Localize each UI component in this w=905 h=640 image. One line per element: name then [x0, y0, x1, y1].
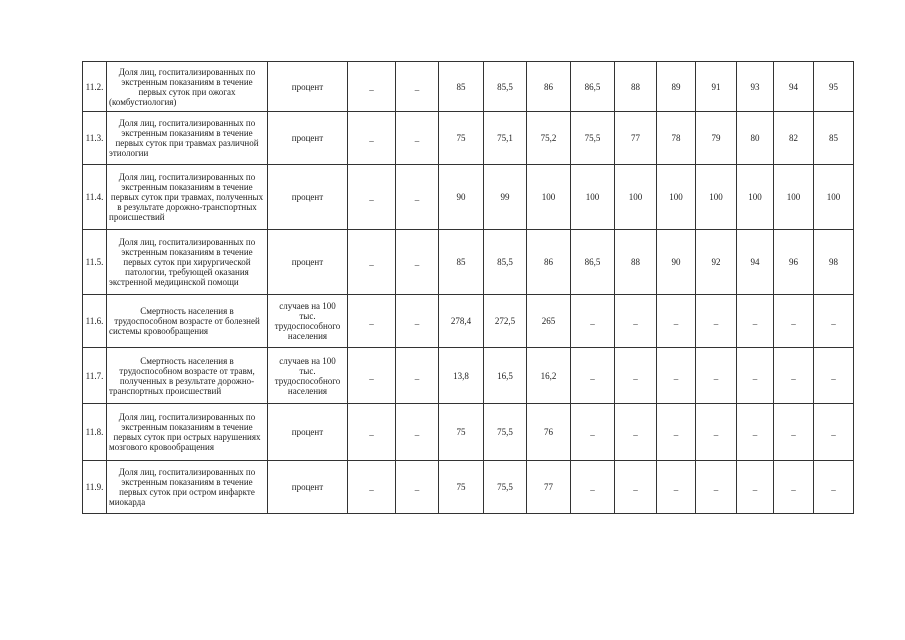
value-cell: _ [657, 348, 696, 404]
value-cell: 272,5 [484, 295, 527, 348]
value-cell: _ [396, 461, 439, 514]
table-row [83, 295, 854, 348]
indicator-name: Смертность населения в трудоспособном возрасте от болезней системы кровообращения [107, 295, 268, 348]
table-row [83, 165, 854, 230]
value-cell: 88 [615, 62, 657, 112]
indicator-name: Доля лиц, госпитализированных по экстренным показаниям в течение первых суток при остром инфаркте миокарда [107, 461, 268, 514]
value-cell: 75,2 [527, 112, 571, 165]
value-cell: 88 [615, 230, 657, 295]
value-cell: 78 [657, 112, 696, 165]
value-cell: 265 [527, 295, 571, 348]
value-cell: _ [348, 404, 396, 461]
value-cell: 76 [527, 404, 571, 461]
value-cell: 75,5 [484, 404, 527, 461]
row-number: 11.9. [83, 461, 107, 514]
value-cell: 93 [737, 62, 774, 112]
value-cell: _ [571, 404, 615, 461]
value-cell: _ [348, 461, 396, 514]
value-cell: 85 [439, 62, 484, 112]
unit-cell: случаев на 100 тыс. трудоспособного населения [268, 348, 348, 404]
value-cell: _ [396, 295, 439, 348]
value-cell: 77 [527, 461, 571, 514]
value-cell: _ [657, 461, 696, 514]
value-cell: _ [814, 348, 854, 404]
value-cell: 16,5 [484, 348, 527, 404]
value-cell: _ [571, 348, 615, 404]
value-cell: 75 [439, 461, 484, 514]
value-cell: 98 [814, 230, 854, 295]
value-cell: _ [814, 295, 854, 348]
value-cell: 77 [615, 112, 657, 165]
value-cell: _ [348, 112, 396, 165]
value-cell: _ [774, 295, 814, 348]
value-cell: _ [615, 404, 657, 461]
value-cell: 86 [527, 230, 571, 295]
indicators-table [82, 61, 854, 514]
value-cell: 99 [484, 165, 527, 230]
value-cell: 82 [774, 112, 814, 165]
table-row [83, 348, 854, 404]
value-cell: 13,8 [439, 348, 484, 404]
value-cell: 86 [527, 62, 571, 112]
value-cell: _ [774, 461, 814, 514]
value-cell: _ [348, 295, 396, 348]
value-cell: 100 [571, 165, 615, 230]
value-cell: _ [615, 348, 657, 404]
value-cell: 85,5 [484, 230, 527, 295]
value-cell: 100 [527, 165, 571, 230]
row-number: 11.7. [83, 348, 107, 404]
indicator-name: Доля лиц, госпитализированных по экстренным показаниям в течение первых суток при хирургической патологии, требующей оказания экстренной медицинской помощи [107, 230, 268, 295]
unit-cell: процент [268, 404, 348, 461]
value-cell: 75,5 [571, 112, 615, 165]
value-cell: _ [396, 112, 439, 165]
value-cell: _ [696, 461, 737, 514]
value-cell: _ [396, 62, 439, 112]
value-cell: 100 [737, 165, 774, 230]
row-number: 11.8. [83, 404, 107, 461]
row-number: 11.4. [83, 165, 107, 230]
value-cell: 85 [439, 230, 484, 295]
value-cell: 75,5 [484, 461, 527, 514]
value-cell: 80 [737, 112, 774, 165]
value-cell: 91 [696, 62, 737, 112]
value-cell: 85,5 [484, 62, 527, 112]
value-cell: 16,2 [527, 348, 571, 404]
value-cell: 86,5 [571, 62, 615, 112]
value-cell: 100 [774, 165, 814, 230]
value-cell: 90 [439, 165, 484, 230]
table-row [83, 404, 854, 461]
unit-cell: процент [268, 112, 348, 165]
value-cell: _ [774, 348, 814, 404]
value-cell: 75 [439, 404, 484, 461]
value-cell: 75,1 [484, 112, 527, 165]
indicator-name: Доля лиц, госпитализированных по экстренным показаниям в течение первых суток при ожогах (комбустиология) [107, 62, 268, 112]
unit-cell: процент [268, 230, 348, 295]
value-cell: _ [696, 348, 737, 404]
value-cell: 94 [774, 62, 814, 112]
value-cell: 79 [696, 112, 737, 165]
value-cell: _ [737, 404, 774, 461]
value-cell: 95 [814, 62, 854, 112]
value-cell: 100 [615, 165, 657, 230]
unit-cell: процент [268, 165, 348, 230]
value-cell: 100 [696, 165, 737, 230]
value-cell: _ [696, 295, 737, 348]
value-cell: _ [348, 230, 396, 295]
table-row [83, 62, 854, 112]
value-cell: _ [737, 461, 774, 514]
value-cell: _ [814, 404, 854, 461]
row-number: 11.6. [83, 295, 107, 348]
unit-cell: случаев на 100 тыс. трудоспособного населения [268, 295, 348, 348]
value-cell: 94 [737, 230, 774, 295]
value-cell: _ [348, 62, 396, 112]
value-cell: 92 [696, 230, 737, 295]
value-cell: _ [615, 295, 657, 348]
value-cell: _ [657, 295, 696, 348]
value-cell: _ [737, 348, 774, 404]
value-cell: _ [348, 348, 396, 404]
value-cell: 75 [439, 112, 484, 165]
unit-cell: процент [268, 62, 348, 112]
value-cell: 100 [814, 165, 854, 230]
row-number: 11.2. [83, 62, 107, 112]
value-cell: _ [615, 461, 657, 514]
indicator-name: Доля лиц, госпитализированных по экстренным показаниям в течение первых суток при острых нарушениях мозгового кровообращения [107, 404, 268, 461]
indicator-name: Доля лиц, госпитализированных по экстренным показаниям в течение первых суток при травмах различной этиологии [107, 112, 268, 165]
value-cell: _ [774, 404, 814, 461]
value-cell: _ [814, 461, 854, 514]
value-cell: _ [396, 348, 439, 404]
unit-cell: процент [268, 461, 348, 514]
table-row [83, 461, 854, 514]
value-cell: _ [737, 295, 774, 348]
value-cell: _ [571, 295, 615, 348]
value-cell: _ [348, 165, 396, 230]
indicator-name: Смертность населения в трудоспособном возрасте от травм, полученных в результате дорожно-транспортных происшествий [107, 348, 268, 404]
row-number: 11.5. [83, 230, 107, 295]
value-cell: 100 [657, 165, 696, 230]
value-cell: _ [396, 230, 439, 295]
value-cell: 96 [774, 230, 814, 295]
value-cell: 278,4 [439, 295, 484, 348]
value-cell: _ [396, 404, 439, 461]
table-row [83, 230, 854, 295]
value-cell: 89 [657, 62, 696, 112]
value-cell: _ [696, 404, 737, 461]
value-cell: _ [571, 461, 615, 514]
value-cell: 85 [814, 112, 854, 165]
row-number: 11.3. [83, 112, 107, 165]
table-row [83, 112, 854, 165]
indicator-name: Доля лиц, госпитализированных по экстренным показаниям в течение первых суток при травмах, полученных в результате дорожно-транспортных происшествий [107, 165, 268, 230]
value-cell: 86,5 [571, 230, 615, 295]
value-cell: _ [396, 165, 439, 230]
value-cell: 90 [657, 230, 696, 295]
value-cell: _ [657, 404, 696, 461]
